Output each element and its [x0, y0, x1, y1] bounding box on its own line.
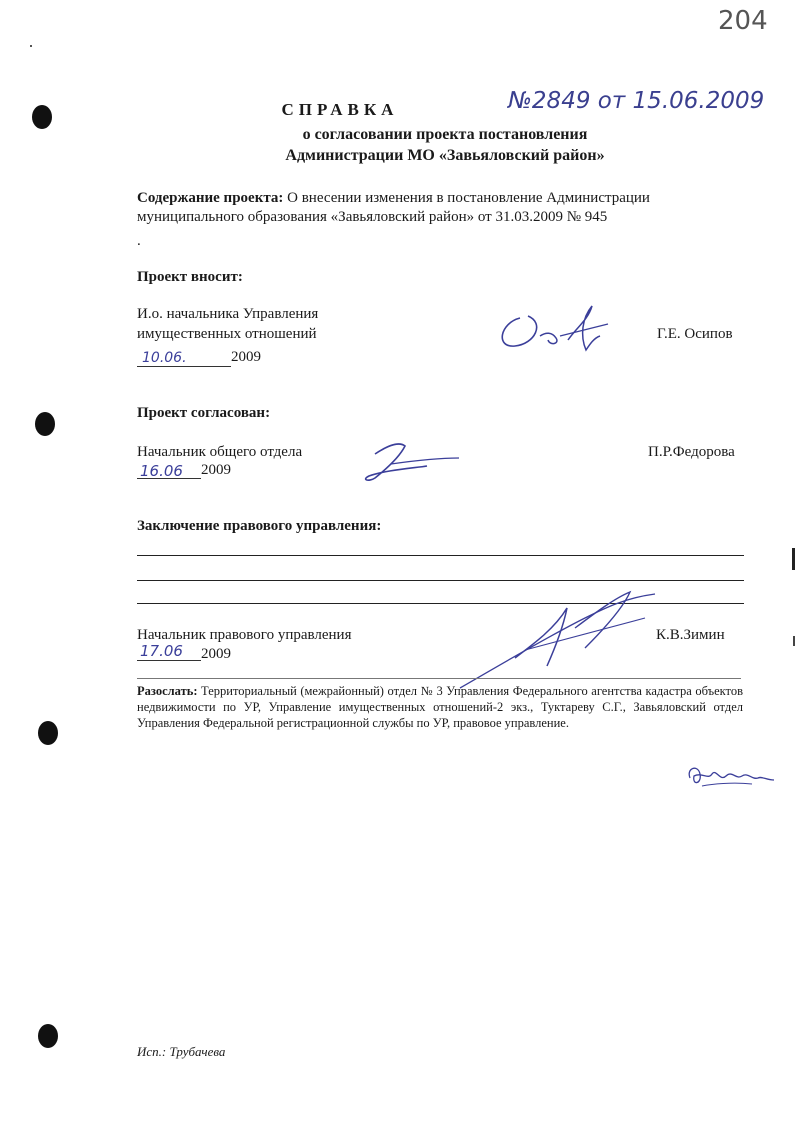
scan-mark [793, 636, 795, 646]
conclusion-line [137, 580, 744, 581]
submitted-position-line2: имущественных отношений [137, 326, 317, 342]
date-underline [137, 366, 231, 367]
legal-date-handwritten: 17.06 [140, 642, 183, 660]
approved-date-handwritten: 16.06 [140, 462, 183, 480]
legal-position: Начальник правового управления [137, 627, 352, 643]
distribution-text: Территориальный (межрайонный) отдел № 3 Управления Федерального агентства кадастра объектов недвижимости по УР, Управление имущественных отношений-2 экз., Туктареву С.Г., Завьяловский отдел Управления Федеральной регистрационной службы по УР, правовое управление. [137, 684, 743, 730]
signature-fedorova [355, 436, 465, 486]
approved-name: П.Р.Федорова [648, 444, 735, 460]
content-line2: муниципального образования «Завьяловский район» от 31.03.2009 № 945 [137, 209, 608, 225]
legal-heading: Заключение правового управления: [137, 518, 382, 534]
subtitle-line2: Администрации МО «Завьяловский район» [285, 147, 605, 164]
approved-heading: Проект согласован: [137, 405, 271, 421]
approved-position: Начальник общего отдела [137, 444, 303, 460]
executor-name: Трубачева [169, 1044, 226, 1059]
handwritten-page-number: 204 [718, 6, 768, 36]
approved-year: 2009 [201, 462, 231, 478]
submitted-name: Г.Е. Осипов [657, 326, 733, 342]
legal-name: К.В.Зимин [656, 627, 725, 643]
scan-mark [792, 548, 795, 570]
date-underline [137, 660, 201, 661]
submitted-position-line1: И.о. начальника Управления [137, 306, 319, 322]
content-dot: . [137, 233, 141, 249]
punch-hole [38, 1024, 58, 1048]
executor [137, 1043, 225, 1060]
executor-label: Исп.: [137, 1044, 167, 1059]
handwritten-mark [682, 758, 782, 798]
content-label: Содержание проекта: [137, 190, 284, 206]
punch-hole [38, 721, 58, 745]
distribution-block [137, 683, 743, 731]
separator-line [137, 678, 741, 679]
conclusion-line [137, 555, 744, 556]
submitted-year: 2009 [231, 349, 261, 365]
punch-hole [35, 412, 55, 436]
legal-year: 2009 [201, 646, 231, 662]
scan-mark [30, 45, 32, 47]
project-content [137, 189, 743, 227]
handwritten-registration-number: №2849 от 15.06.2009 [508, 88, 765, 114]
distribution-label: Разослать: [137, 684, 198, 698]
subtitle-line1: о согласовании проекта постановления [302, 126, 588, 143]
date-underline [137, 478, 201, 479]
title-text: СПРАВКА [281, 100, 399, 119]
submitted-date-handwritten: 10.06. [142, 350, 187, 366]
submitted-heading: Проект вносит: [137, 269, 243, 285]
signature-zimin [455, 588, 675, 698]
signature-osipov [490, 298, 620, 358]
content-line1: О внесении изменения в постановление Администрации [287, 190, 650, 206]
